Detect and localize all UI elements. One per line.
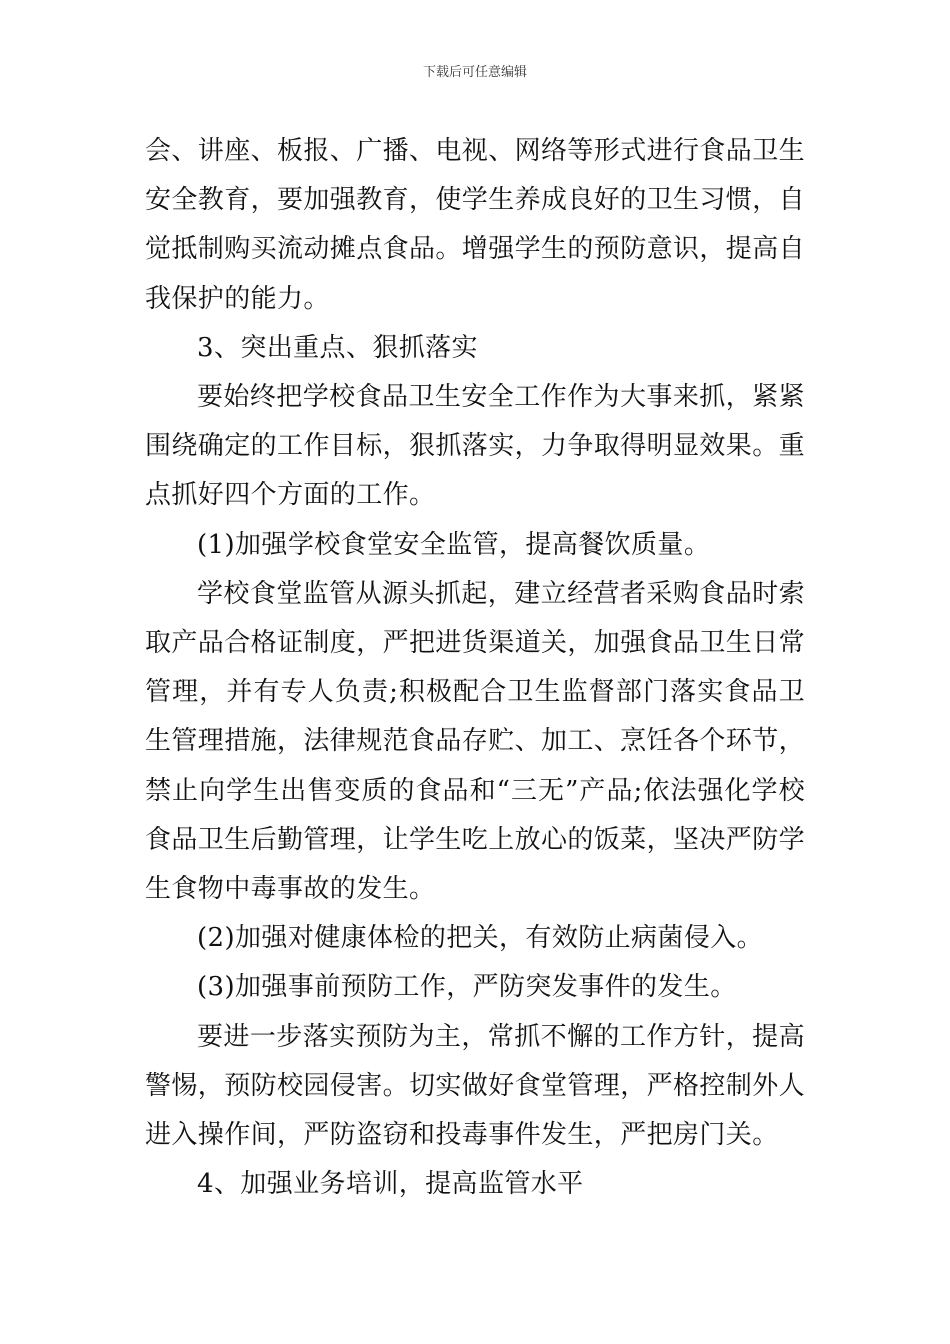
page-header-note: 下载后可任意编辑 (422, 65, 527, 80)
paragraph-education-continued: 会、讲座、板报、广播、电视、网络等形式进行食品卫生安全教育，要加强教育，使学生养成良好的卫生习惯，自觉抵制购买流动摊点食品。增强学生的预防意识，提高自我保护的能力。 (145, 136, 806, 314)
section-heading-3: 3、突出重点、狠抓落实 (197, 332, 478, 363)
paragraph-prevention: 要进一步落实预防为主，常抓不懈的工作方针，提高警惕，预防校园侵害。切实做好食堂管理，严格控制外人进入操作间，严防盗窃和投毒事件发生，严把房门关。 (145, 1021, 806, 1151)
paragraph-focus: 要始终把学校食品卫生安全工作作为大事来抓，紧紧围绕确定的工作目标，狠抓落实，力争取得明显效果。重点抓好四个方面的工作。 (145, 382, 806, 511)
subheading-3: (3)加强事前预防工作，严防突发事件的发生。 (197, 972, 737, 1003)
document-body (145, 127, 805, 1209)
section-heading-4: 4、加强业务培训，提高监管水平 (197, 1169, 584, 1200)
paragraph-canteen-supervision: 学校食堂监管从源头抓起，建立经营者采购食品时索取产品合格证制度，严把进货渠道关，加强食品卫生日常管理，并有专人负责;积极配合卫生监督部门落实食品卫生管理措施，法律规范食品存贮、加工、烹饪各个环节，禁止向学生出售变质的食品和“三无”产品;依法强化学校食品卫生后勤管理，让学生吃上放心的饭菜，坚决严防学生食物中毒事故的发生。 (145, 578, 806, 905)
subheading-2: (2)加强对健康体检的把关，有效防止病菌侵入。 (197, 923, 764, 954)
subheading-1: (1)加强学校食堂安全监管，提高餐饮质量。 (197, 529, 711, 560)
